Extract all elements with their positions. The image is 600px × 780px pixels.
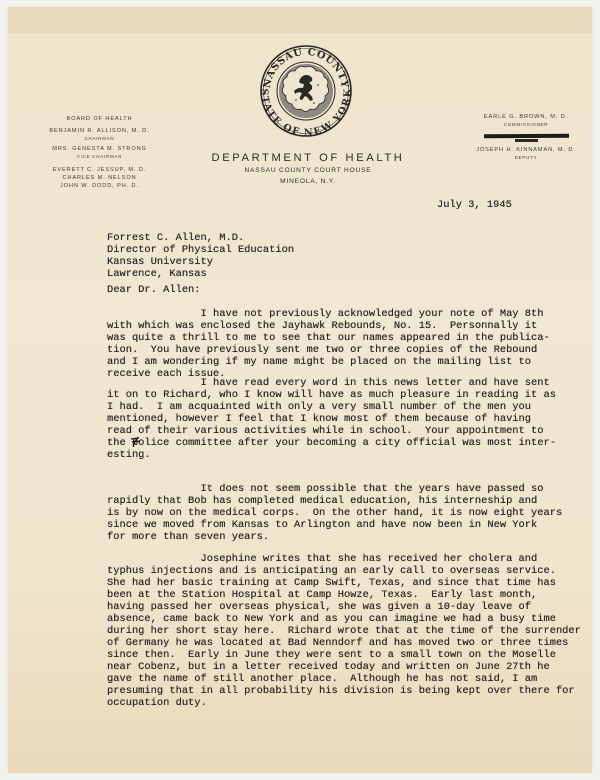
body-paragraph <box>107 308 550 380</box>
department-address-line1: NASSAU COUNTY COURT HOUSE <box>244 167 372 174</box>
body-paragraph <box>107 553 581 709</box>
text-line: Josephine writes that she has received her cholera and <box>107 553 538 565</box>
seal-bottom-text: STATE OF NEW YORK <box>258 88 354 137</box>
text-line: It does not seem possible that the years have passed so <box>107 483 544 495</box>
text-line: been at the Station Hospital at Camp Howze, Texas. Early last month, <box>107 589 538 601</box>
text-line: esting. <box>107 449 151 461</box>
text-line: with which was enclosed the Jayhawk Rebounds, No. 15. Personnally it <box>107 320 538 332</box>
text-line: it on to Richard, who I know will have as much pleasure in reading it as <box>107 389 556 401</box>
seal-top-text: NASSAU COUNTY <box>261 46 351 90</box>
text-line: I had. I am acquainted with only a very small number of the men you <box>107 401 532 413</box>
text-line: since then. Early in June they were sent to a small town on the Moselle <box>107 649 556 661</box>
text-line: I have not previously acknowledged your note of May 8th <box>107 308 544 320</box>
address-line: Lawrence, Kansas <box>107 268 207 280</box>
text-line: is by now on the medical corps. On the other hand, it is now eight years <box>107 507 563 519</box>
department-name: DEPARTMENT OF HEALTH <box>211 152 405 164</box>
board-member-role: CHAIRMAN <box>84 136 115 141</box>
text-line: typhus injections and is anticipating an early call to overseas service. <box>107 565 556 577</box>
text-line: since we moved from Kansas to Arlington and have now been in New York <box>107 519 538 531</box>
text-line: tion. You have previously sent me two or three copies of the Rebound <box>107 344 538 356</box>
text-line: during her short stay here. Richard wrote that at the time of the surrender <box>107 625 581 637</box>
board-member-name: EVERETT C. JESSUP, M. D. <box>52 167 147 173</box>
address-line: Forrest C. Allen, M.D. <box>107 232 245 244</box>
text-line: of Germany he was located at Bad Nenndorf and has moved two or three times <box>107 637 569 649</box>
body-paragraph <box>107 483 562 543</box>
department-heading <box>188 151 428 187</box>
letter-page <box>8 7 592 773</box>
text-line: rapidly that Bob has completed medical education, his interneship and <box>107 495 538 507</box>
lion-rampant-icon <box>279 64 333 118</box>
board-member-name: CHARLES M. NELSON <box>62 175 137 181</box>
text-line: read of their various activities while in school. Your appointment to <box>107 425 544 437</box>
commissioner-role: COMMISSIONER <box>503 122 549 127</box>
text-line: the police committee after your becoming a city official was most inter- <box>107 437 556 449</box>
redaction-bar <box>515 139 538 142</box>
recipient-address <box>107 232 294 280</box>
address-line: Kansas University <box>107 256 214 268</box>
commissioner-block <box>466 113 586 164</box>
text-line: and I am wondering if my name might be placed on the mailing list to <box>107 356 532 368</box>
text-line: I have read every word in this news letter and have sent <box>107 377 550 389</box>
text-line: absence, came back to New York and as you can imagine we had a busy time <box>107 613 556 625</box>
letter-date: July 3, 1945 <box>437 199 512 211</box>
commissioner-name: EARLE G. BROWN, M. D. <box>483 114 569 120</box>
nassau-county-seal <box>258 45 354 137</box>
text-line: gave the name of still another place. Although he has not said, I am <box>107 673 538 685</box>
salutation: Dear Dr. Allen: <box>107 284 201 296</box>
text-line: She had her basic training at Camp Swift, Texas, and since that time has <box>107 577 556 589</box>
board-member-name: JOHN W. DODD, PH. D. <box>60 183 139 189</box>
ink-correction-mark <box>130 436 141 448</box>
text-line: near Cobenz, but in a letter received today and written on June 27th he <box>107 661 550 673</box>
board-member-name: MRS. GENESTA M. STRONG <box>52 146 147 152</box>
text-line: occupation duty. <box>107 697 207 709</box>
deputy-name: JOSEPH H. KINNAMAN, M. D. <box>476 147 576 153</box>
text-line: having passed her overseas physical, she was given a 10-day leave of <box>107 601 532 613</box>
body-paragraph <box>107 377 556 461</box>
text-line: for more than seven years. <box>107 531 270 543</box>
text-line: was quite a thrill to me to see that our names appeared in the publica- <box>107 332 550 344</box>
text-line: receive each issue. <box>107 368 226 380</box>
deputy-role: DEPUTY <box>514 155 538 160</box>
redaction-bar <box>483 134 568 138</box>
board-member-name: BENJAMIN R. ALLISON, M. D. <box>49 128 150 134</box>
board-member-role: VICE CHAIRMAN <box>76 154 123 159</box>
text-line: presuming that in all probability his division is being kept over there for <box>107 685 575 697</box>
address-line: Director of Physical Education <box>107 244 295 256</box>
department-address-line2: MINEOLA, N.Y. <box>280 178 336 185</box>
text-line: mentioned, however I feel that I know most of them because of having <box>107 413 532 425</box>
board-heading: BOARD OF HEALTH <box>66 116 133 122</box>
board-of-health-list <box>32 115 167 190</box>
